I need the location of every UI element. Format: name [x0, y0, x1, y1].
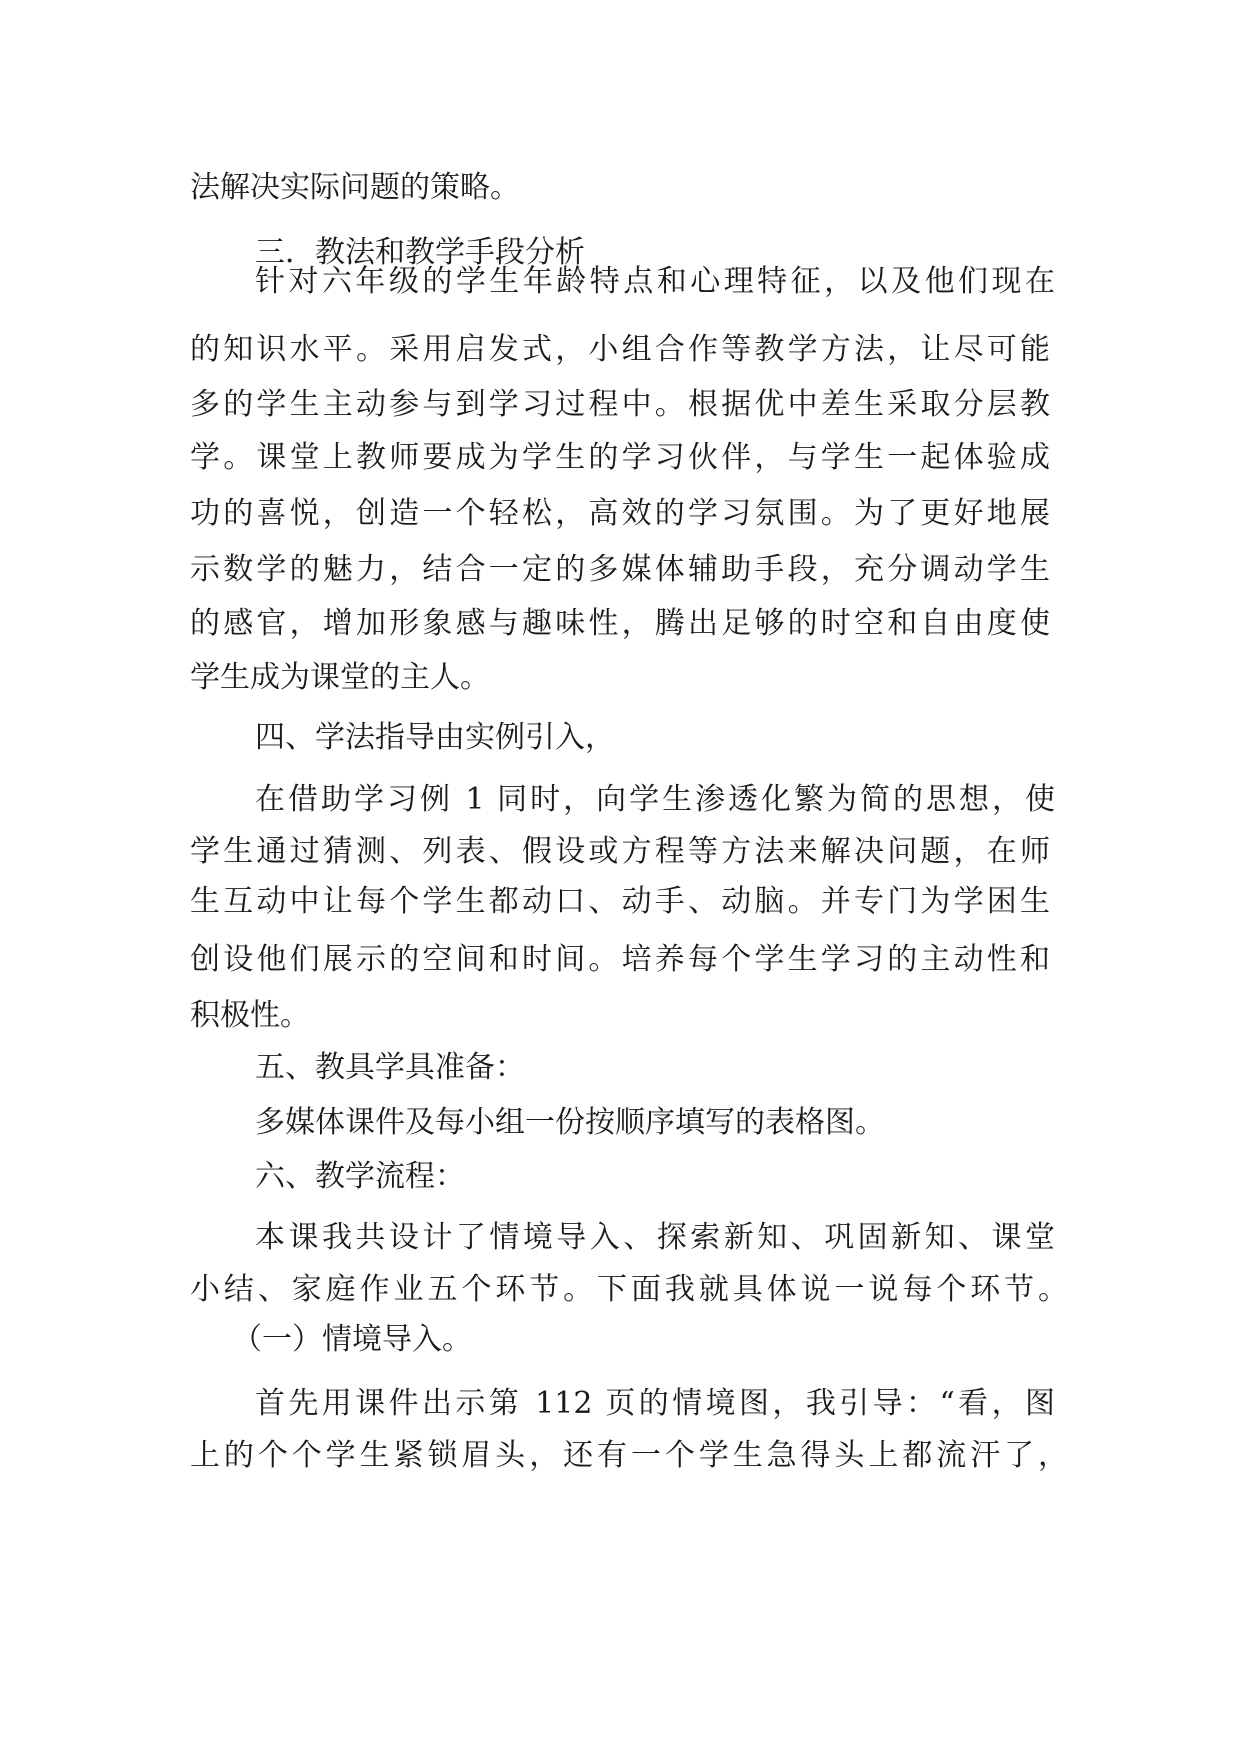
section-heading-6: 六、教学流程：	[255, 1159, 465, 1194]
paragraph-line: 多的学生主动参与到学习过程中。根据优中差生采取分层教	[190, 387, 1050, 422]
paragraph-line: 的知识水平。采用启发式，小组合作等教学方法，让尽可能	[190, 332, 1050, 367]
section-heading-3: 三．教法和教学手段分析	[255, 235, 585, 270]
subsection-heading: （一）情境导入。	[232, 1322, 472, 1357]
paragraph-line: 首先用课件出示第 112 页的情境图，我引导：“看，图	[255, 1386, 1055, 1421]
paragraph-line: 学生成为课堂的主人。	[190, 660, 490, 695]
paragraph-line: 针对六年级的学生年龄特点和心理特征，以及他们现在	[255, 264, 1055, 299]
paragraph-line: 生互动中让每个学生都动口、动手、动脑。并专门为学困生	[190, 884, 1050, 919]
paragraph-line: 学生通过猜测、列表、假设或方程等方法来解决问题，在师	[190, 834, 1050, 869]
paragraph-line: 在借助学习例 1 同时，向学生渗透化繁为简的思想，使	[255, 782, 1055, 817]
paragraph-line: 法解决实际问题的策略。	[190, 170, 520, 205]
paragraph-line: 示数学的魅力，结合一定的多媒体辅助手段，充分调动学生	[190, 552, 1050, 587]
paragraph-line: 多媒体课件及每小组一份按顺序填写的表格图。	[255, 1105, 885, 1140]
paragraph-line: 小结、家庭作业五个环节。下面我就具体说一说每个环节。	[190, 1272, 1068, 1307]
paragraph-line: 上的个个学生紧锁眉头，还有一个学生急得头上都流汗了，	[190, 1438, 1068, 1473]
paragraph-line: 积极性。	[190, 998, 310, 1033]
paragraph-line: 本课我共设计了情境导入、探索新知、巩固新知、课堂	[255, 1220, 1055, 1255]
section-heading-5: 五、教具学具准备：	[255, 1050, 525, 1085]
paragraph-line: 的感官，增加形象感与趣味性，腾出足够的时空和自由度使	[190, 606, 1050, 641]
paragraph-line: 创设他们展示的空间和时间。培养每个学生学习的主动性和	[190, 942, 1050, 977]
paragraph-line: 学。课堂上教师要成为学生的学习伙伴，与学生一起体验成	[190, 440, 1050, 475]
section-heading-4: 四、学法指导由实例引入，	[255, 720, 615, 755]
paragraph-line: 功的喜悦，创造一个轻松，高效的学习氛围。为了更好地展	[190, 496, 1050, 531]
